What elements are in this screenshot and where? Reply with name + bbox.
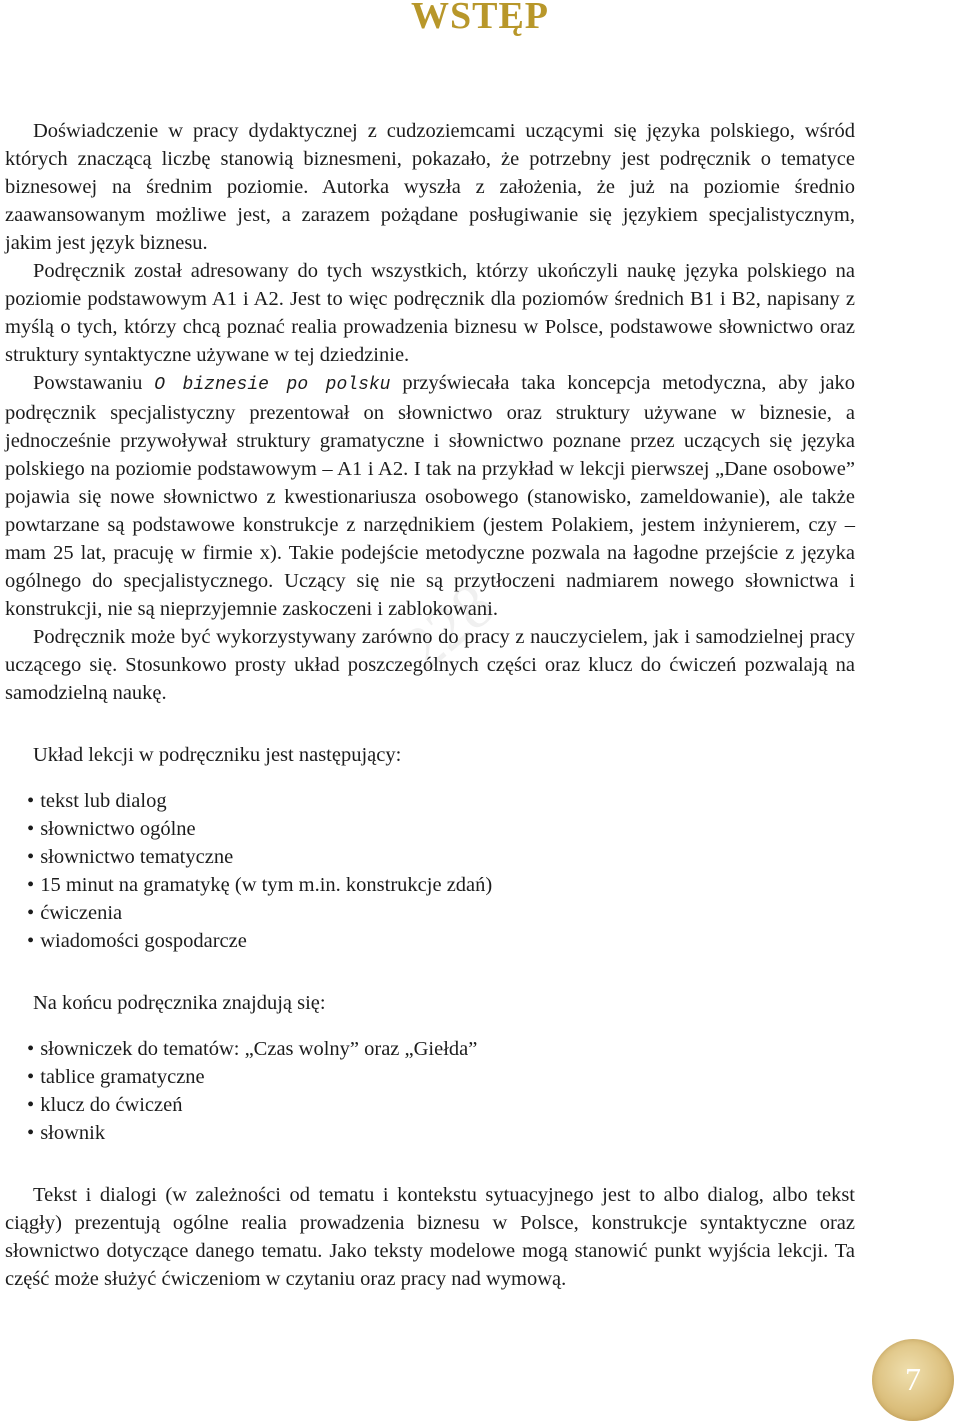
page-title: WSTĘP <box>410 0 550 37</box>
appendix-list <box>5 1035 855 1147</box>
paragraph-3-start: Powstawaniu <box>33 372 155 394</box>
list-item: • tablice gramatyczne <box>27 1066 205 1088</box>
paragraph-1: Doświadczenie w pracy dydaktycznej z cudzoziemcami uczącymi się języka polskiego, wśród których znaczącą liczbę stanowią biznesmeni, pokazało, że potrzebny jest podręcznik o tematyce biznesowej na średnim poziomie. Autorka wyszła z założenia, że już na poziomie średnio zaawansowanym możliwe jest, a zarazem pożądane posługiwanie się językiem specjalistycznym, jakim jest język biznesu. <box>5 120 855 254</box>
list-item: • słownictwo tematyczne <box>27 846 234 868</box>
list-item: • klucz do ćwiczeń <box>27 1094 183 1116</box>
appendix-intro: Na końcu podręcznika znajdują się: <box>33 992 326 1014</box>
paragraph-4: Podręcznik może być wykorzystywany zarówno do pracy z nauczycielem, jak i samodzielnej pracy uczącego się. Stosunkowo prosty układ poszczególnych części oraz klucz do ćwiczeń pozwalają na samodzielną naukę. <box>5 626 855 704</box>
main-content <box>5 117 855 1293</box>
list-item: • słownik <box>27 1122 106 1144</box>
list-item: • słownictwo ogólne <box>27 818 196 840</box>
list-item: • ćwiczenia <box>27 902 123 924</box>
paragraph-3-rest: przyświecała taka koncepcja metodyczna, aby jako podręcznik specjalistyczny prezentował on słownictwo oraz struktury używane w biznesie, a jednocześnie przywoływał struktury gramatyczne i słownictwo poznane przez uczących się języka polskiego na poziomie podstawowym – A1 i A2. I tak na przykład w lekcji pierwszej „Dane osobowe” pojawia się nowe słownictwo z kwestionariusza osobowego (stanowisko, zameldowanie), ale także powtarzane są podstawowe konstrukcje z narzędnikiem (jestem Polakiem, jestem inżynierem, czy – mam 25 lat, pracuję w firmie x). Takie podejście metodyczne pozwala na łagodne przejście z języka ogólnego do specjalistycznego. Uczący się nie są przytłoczeni nadmiarem nowego słownictwa i konstrukcji, nie są nieprzyjemnie zaskoczeni i zablokowani. <box>5 372 855 620</box>
page-number-badge <box>872 1339 954 1421</box>
book-title: O biznesie po polsku <box>154 375 391 395</box>
closing-paragraph: Tekst i dialogi (w zależności od tematu i kontekstu sytuacyjnego jest to albo dialog, albo tekst ciągły) prezentują ogólne realia prowadzenia biznesu w Polsce, konstrukcje syntaktyczne oraz słownictwo dotyczące danego tematu. Jako teksty modelowe mogą stanowić punkt wyjścia lekcji. Ta część może służyć ćwiczeniom w czytaniu oraz pracy nad wymową. <box>5 1184 855 1290</box>
list-item: • wiadomości gospodarcze <box>27 930 247 952</box>
paragraph-2: Podręcznik został adresowany do tych wszystkich, którzy ukończyli naukę języka polskiego na poziomie podstawowym A1 i A2. Jest to więc podręcznik dla poziomów średnich B1 i B2, napisany z myślą o tych, którzy chcą poznać realia prowadzenia biznesu w Polsce, podstawowe słownictwo oraz struktury syntaktyczne używane w tej dziedzinie. <box>5 260 855 366</box>
list-item: • słowniczek do tematów: „Czas wolny” oraz „Giełda” <box>27 1038 478 1060</box>
watermark: 228 <box>388 568 508 685</box>
list-item: • tekst lub dialog <box>27 790 167 812</box>
paragraph-3 <box>5 369 855 623</box>
list-item: • 15 minut na gramatykę (w tym m.in. konstrukcje zdań) <box>27 874 493 896</box>
lesson-layout-list <box>5 787 855 955</box>
lesson-layout-intro: Układ lekcji w podręczniku jest następujący: <box>33 744 402 766</box>
page-number: 7 <box>905 1361 921 1397</box>
